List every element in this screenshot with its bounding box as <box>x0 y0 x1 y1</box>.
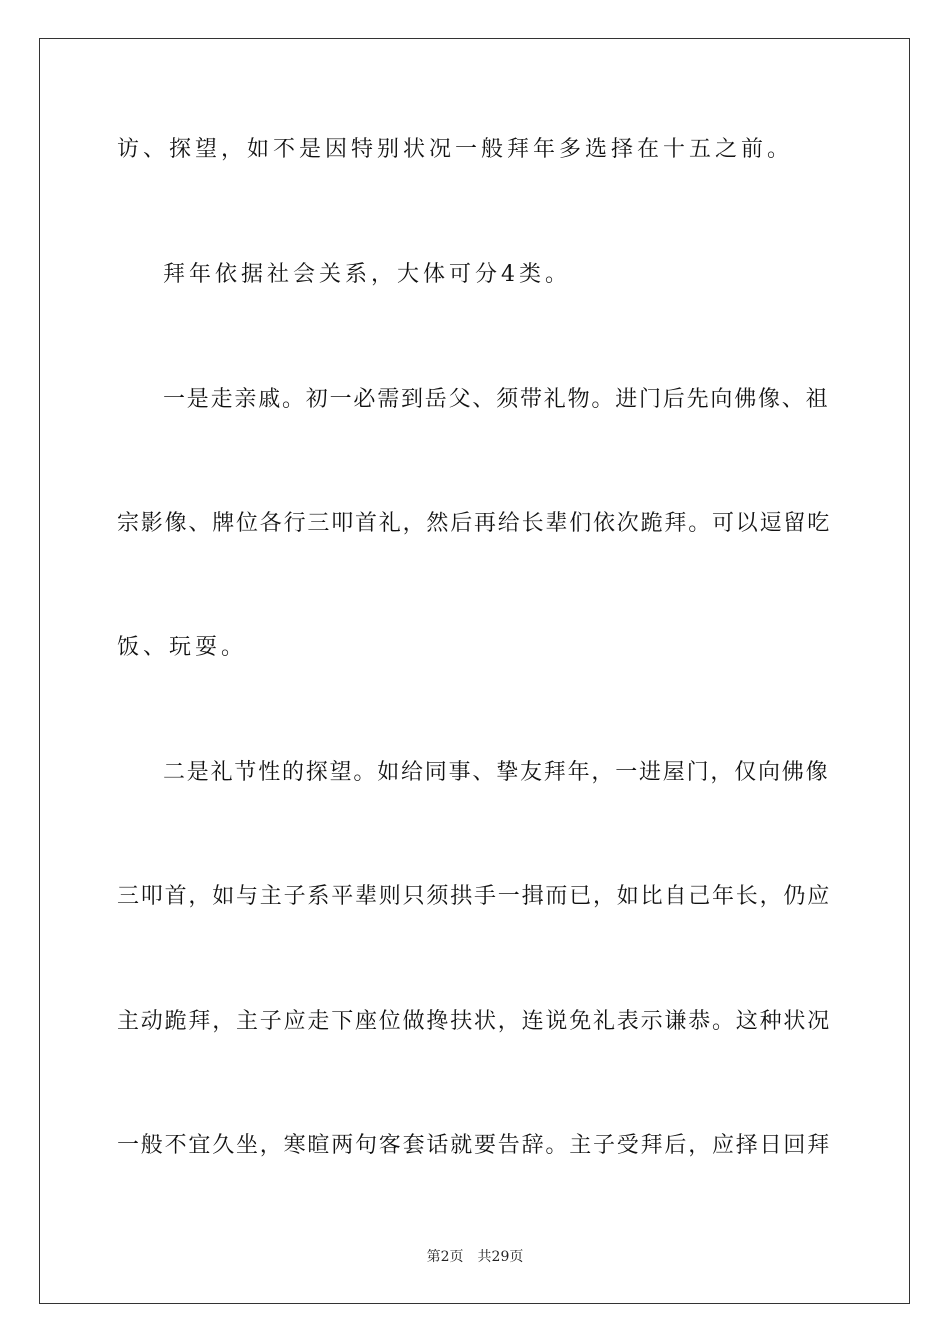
text-line-8: 主动跪拜，主子应走下座位做搀扶状，连说免礼表示谦恭。这种状况 <box>117 1009 832 1034</box>
text-line-9: 一般不宜久坐，寒暄两句客套话就要告辞。主子受拜后，应择日回拜 <box>117 1133 832 1158</box>
page-footer <box>0 1246 950 1266</box>
text-line-2: 拜年依据社会关系，大体可分4类。 <box>163 262 571 287</box>
text-line-1: 访、探望，如不是因特别状况一般拜年多选择在十五之前。 <box>117 137 794 162</box>
page-number: 第2页 <box>426 1249 464 1265</box>
page-border <box>39 38 910 1304</box>
page-total: 共29页 <box>477 1249 524 1265</box>
text-line-3: 一是走亲戚。初一必需到岳父、须带礼物。进门后先向佛像、祖 <box>163 387 830 412</box>
text-line-5: 饭、玩耍。 <box>117 635 248 660</box>
text-line-7: 三叩首，如与主子系平辈则只须拱手一揖而已，如比自己年长，仍应 <box>117 884 832 909</box>
text-line-6: 二是礼节性的探望。如给同事、挚友拜年，一进屋门，仅向佛像 <box>163 760 830 785</box>
text-line-4: 宗影像、牌位各行三叩首礼，然后再给长辈们依次跪拜。可以逗留吃 <box>117 511 832 536</box>
